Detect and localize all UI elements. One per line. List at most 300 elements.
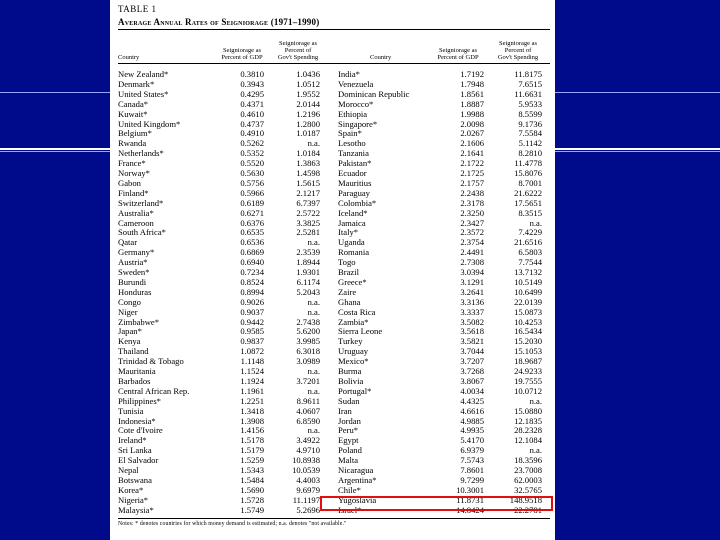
right-seig-gdp-cell: 7.5743 (460, 455, 484, 466)
left-seig-gdp-cell: 1.1961 (240, 385, 264, 396)
left-seig-gdp-cell: 0.5352 (240, 148, 264, 159)
right-seig-gdp-cell: 3.0394 (460, 267, 484, 277)
right-country-cell: Sudan (338, 395, 360, 406)
right-country-cell: Singapore* (338, 118, 378, 129)
left-seig-spending-cell: 1.0187 (296, 128, 320, 139)
right-country-cell: Jordan (338, 415, 361, 426)
right-country-cell: Ecuador (338, 168, 367, 178)
table-row (110, 416, 555, 426)
table-row (110, 396, 555, 406)
highlight-box (320, 496, 553, 511)
right-seig-spending-cell: 7.4229 (518, 227, 542, 238)
header-seig-gdp: Seigniorage as Percent of GDP (221, 47, 263, 61)
right-country-cell: Brazil (338, 267, 359, 277)
left-seig-spending-cell: 3.7201 (296, 375, 320, 386)
right-seig-gdp-cell: 5.4170 (460, 435, 484, 446)
right-seig-spending-cell: 7.6515 (518, 78, 542, 89)
left-seig-spending-cell: 11.1197 (292, 494, 320, 505)
left-seig-spending-cell: 4.4003 (296, 474, 320, 485)
table-row (110, 336, 555, 346)
left-seig-spending-cell: n.a. (307, 425, 320, 436)
right-seig-spending-cell: 21.6516 (514, 237, 542, 248)
left-country-cell: Tunisia (118, 405, 144, 416)
left-country-cell: Ireland* (118, 435, 147, 446)
right-seig-spending-cell: 148.9518 (509, 494, 542, 505)
table-row (110, 188, 555, 198)
right-country-cell: Sierra Leone (338, 326, 383, 337)
table-row (110, 198, 555, 208)
right-seig-gdp-cell: 2.3250 (460, 207, 484, 218)
left-seig-spending-cell: 10.0539 (292, 465, 320, 475)
right-seig-spending-cell: 15.8076 (514, 168, 542, 178)
left-seig-spending-cell: 5.6200 (296, 326, 320, 337)
right-seig-spending-cell: 21.6222 (514, 187, 542, 198)
right-seig-spending-cell: 11.4778 (514, 158, 542, 169)
right-seig-gdp-cell: 3.5618 (460, 326, 484, 337)
left-seig-spending-cell: n.a. (307, 138, 320, 149)
table-row (110, 69, 555, 79)
right-seig-gdp-cell: 1.8561 (460, 88, 484, 99)
table-row (110, 386, 555, 396)
left-country-cell: Finland* (118, 187, 149, 198)
left-seig-spending-cell: 4.0607 (296, 405, 320, 416)
left-seig-gdp-cell: 0.4737 (240, 118, 264, 129)
left-country-cell: Honduras (118, 286, 152, 297)
left-country-cell: Switzerland* (118, 197, 164, 208)
table-row (110, 356, 555, 366)
right-seig-spending-cell: 18.9687 (514, 356, 542, 367)
table-row (110, 346, 555, 356)
right-seig-spending-cell: 22.2781 (514, 504, 542, 515)
left-seig-spending-cell: 1.9552 (296, 88, 320, 99)
header-country: Country (118, 54, 140, 61)
left-seig-spending-cell: 6.3018 (296, 346, 320, 357)
right-country-cell: Bolivia (338, 375, 364, 386)
right-seig-gdp-cell: 2.4491 (460, 247, 484, 258)
right-seig-spending-cell: 8.2810 (518, 148, 542, 159)
left-seig-gdp-cell: 1.5728 (240, 494, 264, 505)
table-label: TABLE 1 (118, 4, 157, 14)
left-seig-spending-cell: n.a. (307, 296, 320, 307)
right-seig-gdp-cell: 2.3427 (460, 217, 484, 228)
left-seig-gdp-cell: 0.5966 (240, 187, 264, 198)
left-country-cell: Rwanda (118, 138, 147, 149)
left-seig-gdp-cell: 0.9026 (240, 296, 264, 307)
right-seig-spending-cell: n.a. (529, 445, 542, 456)
right-seig-spending-cell: 11.6631 (514, 88, 542, 99)
left-country-cell: Thailand (118, 346, 149, 357)
right-country-cell: Greece* (338, 276, 367, 287)
left-seig-gdp-cell: 1.0872 (240, 346, 264, 357)
table-row (110, 89, 555, 99)
left-country-cell: Qatar (118, 237, 138, 248)
right-seig-gdp-cell: 14.8424 (456, 504, 484, 515)
left-seig-spending-cell: 3.3825 (296, 217, 320, 228)
left-seig-gdp-cell: 1.5259 (240, 455, 264, 466)
right-seig-spending-cell: 8.3515 (518, 207, 542, 218)
table-row (110, 475, 555, 485)
left-seig-gdp-cell: 0.3943 (240, 78, 264, 89)
right-seig-spending-cell: n.a. (529, 217, 542, 228)
right-country-cell: Dominican Republic (338, 88, 410, 99)
left-seig-spending-cell: n.a. (307, 366, 320, 376)
left-seig-spending-cell: 3.9985 (296, 336, 320, 347)
right-seig-spending-cell: 19.7555 (514, 375, 542, 386)
right-country-cell: Uruguay (338, 346, 369, 357)
right-seig-spending-cell: 12.1835 (514, 415, 542, 426)
right-country-cell: Israel* (338, 504, 362, 515)
left-seig-spending-cell: 1.2800 (296, 118, 320, 129)
right-seig-spending-cell: 5.1142 (518, 138, 542, 149)
left-country-cell: United States* (118, 88, 169, 99)
right-seig-gdp-cell: 11.8731 (456, 494, 484, 505)
right-seig-gdp-cell: 7.8601 (460, 465, 484, 475)
left-country-cell: Indonesia* (118, 415, 156, 426)
left-seig-gdp-cell: 1.5343 (240, 465, 264, 475)
table-row (110, 109, 555, 119)
left-country-cell: Belgium* (118, 128, 152, 139)
top-rule (118, 29, 550, 30)
right-seig-gdp-cell: 3.7044 (460, 346, 484, 357)
right-seig-spending-cell: 22.0139 (514, 296, 542, 307)
left-seig-gdp-cell: 0.4295 (240, 88, 264, 99)
left-seig-spending-cell: 1.9301 (296, 267, 320, 277)
right-seig-gdp-cell: 3.1291 (460, 276, 484, 287)
left-country-cell: Niger (118, 306, 138, 317)
right-country-cell: Lesotho (338, 138, 366, 149)
left-seig-gdp-cell: 0.9585 (240, 326, 264, 337)
right-country-cell: India* (338, 69, 360, 79)
table-row (110, 178, 555, 188)
left-seig-gdp-cell: 1.3418 (240, 405, 264, 416)
left-seig-gdp-cell: 0.9837 (240, 336, 264, 347)
left-seig-gdp-cell: 1.5178 (240, 435, 264, 446)
right-seig-gdp-cell: 2.7308 (460, 257, 484, 268)
table-row (110, 366, 555, 376)
table-row (110, 376, 555, 386)
right-seig-gdp-cell: 10.3001 (456, 484, 484, 495)
table-row (110, 267, 555, 277)
left-seig-spending-cell: n.a. (307, 306, 320, 317)
right-seig-spending-cell: 15.2030 (514, 336, 542, 347)
left-country-cell: South Africa* (118, 227, 166, 238)
table-row (110, 455, 555, 465)
right-country-cell: Zambia* (338, 316, 369, 327)
header-rule (118, 63, 550, 64)
right-country-cell: Zaire (338, 286, 357, 297)
left-seig-spending-cell: 2.0144 (296, 98, 320, 109)
left-country-cell: Nepal (118, 465, 139, 475)
left-seig-gdp-cell: 0.6376 (240, 217, 264, 228)
header-seig-spending: Seigniorage as Percent of Gov't Spending (497, 40, 539, 61)
table-row (110, 317, 555, 327)
right-country-cell: Paraguay (338, 187, 370, 198)
table-row (110, 227, 555, 237)
right-seig-gdp-cell: 2.3178 (460, 197, 484, 208)
right-country-cell: Burma (338, 366, 362, 376)
right-seig-gdp-cell: 1.7948 (460, 78, 484, 89)
left-seig-gdp-cell: 0.5756 (240, 177, 264, 188)
right-seig-gdp-cell: 3.5821 (460, 336, 484, 347)
table-footnote: Notes: * denotes countries for which money demand is estimated; n.a. denotes "not available." (118, 521, 347, 527)
right-seig-spending-cell: 15.1053 (514, 346, 542, 357)
left-seig-spending-cell: n.a. (307, 385, 320, 396)
table-title: Average Annual Rates of Seigniorage (1971–1990) (118, 17, 320, 27)
right-country-cell: Egypt (338, 435, 359, 446)
left-seig-gdp-cell: 1.1924 (240, 375, 264, 386)
left-country-cell: Malaysia* (118, 504, 154, 515)
left-seig-gdp-cell: 1.5690 (240, 484, 264, 495)
left-seig-gdp-cell: 1.1524 (240, 366, 264, 376)
left-seig-spending-cell: 3.0989 (296, 356, 320, 367)
left-seig-spending-cell: 1.0512 (296, 78, 320, 89)
left-country-cell: New Zealand* (118, 69, 169, 79)
right-seig-gdp-cell: 2.2438 (460, 187, 484, 198)
left-country-cell: Austria* (118, 257, 148, 268)
table-row (110, 257, 555, 267)
table-row (110, 435, 555, 445)
table-row (110, 99, 555, 109)
right-seig-spending-cell: 15.0873 (514, 306, 542, 317)
right-seig-spending-cell: 9.1736 (518, 118, 542, 129)
right-country-cell: Yugoslavia (338, 494, 377, 505)
table-row (110, 208, 555, 218)
right-seig-spending-cell: 23.7008 (514, 465, 542, 475)
right-country-cell: Iran (338, 405, 352, 416)
header-country: Country (370, 54, 392, 61)
table-row (110, 148, 555, 158)
right-country-cell: Uganda (338, 237, 365, 248)
right-seig-gdp-cell: 2.0267 (460, 128, 484, 139)
left-country-cell: Philippines* (118, 395, 161, 406)
right-seig-spending-cell: 11.8175 (514, 69, 542, 79)
table-row (110, 218, 555, 228)
right-country-cell: Peru* (338, 425, 359, 436)
right-country-cell: Portugal* (338, 385, 372, 396)
table-row (110, 277, 555, 287)
right-seig-gdp-cell: 1.8887 (460, 98, 484, 109)
left-country-cell: Sweden* (118, 267, 150, 277)
right-country-cell: Jamaica (338, 217, 366, 228)
left-seig-gdp-cell: 0.8994 (240, 286, 264, 297)
left-seig-spending-cell: 6.1174 (296, 276, 320, 287)
right-seig-spending-cell: 28.2328 (514, 425, 542, 436)
right-seig-spending-cell: 16.5434 (514, 326, 542, 337)
table-row (110, 247, 555, 257)
left-seig-gdp-cell: 0.6536 (240, 237, 264, 248)
left-seig-gdp-cell: 1.2251 (240, 395, 264, 406)
right-seig-gdp-cell: 3.3136 (460, 296, 484, 307)
right-seig-gdp-cell: 3.5082 (460, 316, 484, 327)
table-row (110, 445, 555, 455)
left-country-cell: Burundi (118, 276, 147, 287)
right-country-cell: Iceland* (338, 207, 368, 218)
left-country-cell: Mauritania (118, 366, 156, 376)
right-seig-gdp-cell: 4.4325 (460, 395, 484, 406)
right-country-cell: Togo (338, 257, 356, 268)
left-country-cell: Nigeria* (118, 494, 149, 505)
right-seig-gdp-cell: 2.1757 (460, 177, 484, 188)
left-country-cell: El Salvador (118, 455, 159, 466)
left-seig-gdp-cell: 0.4910 (240, 128, 264, 139)
left-country-cell: Botswana (118, 474, 152, 485)
table-row (110, 128, 555, 138)
right-seig-spending-cell: 10.4253 (514, 316, 542, 327)
table-row (110, 287, 555, 297)
left-seig-gdp-cell: 0.6869 (240, 247, 264, 258)
left-seig-spending-cell: 1.2196 (296, 108, 320, 119)
right-seig-gdp-cell: 2.1641 (460, 148, 484, 159)
left-seig-gdp-cell: 1.3908 (240, 415, 264, 426)
table-row (110, 138, 555, 148)
right-country-cell: Pakistan* (338, 158, 372, 169)
left-seig-spending-cell: 5.2696 (296, 504, 320, 515)
right-seig-spending-cell: 8.7001 (518, 177, 542, 188)
left-seig-spending-cell: 2.5722 (296, 207, 320, 218)
left-seig-gdp-cell: 0.4371 (240, 98, 264, 109)
left-seig-spending-cell: 1.5615 (296, 177, 320, 188)
right-seig-gdp-cell: 2.1606 (460, 138, 484, 149)
left-seig-spending-cell: 4.9710 (296, 445, 320, 456)
table-row (110, 406, 555, 416)
right-seig-gdp-cell: 4.0034 (460, 385, 484, 396)
right-seig-gdp-cell: 4.6616 (460, 405, 484, 416)
right-seig-spending-cell: 24.9233 (514, 366, 542, 376)
table-row (110, 158, 555, 168)
right-seig-gdp-cell: 3.2641 (460, 286, 484, 297)
header-seig-gdp: Seigniorage as Percent of GDP (437, 47, 479, 61)
right-country-cell: Venezuela (338, 78, 374, 89)
left-seig-spending-cell: 1.3863 (296, 158, 320, 169)
header-seig-spending: Seigniorage as Percent of Gov't Spending (277, 40, 319, 61)
left-country-cell: Korea* (118, 484, 144, 495)
left-seig-gdp-cell: 0.5262 (240, 138, 264, 149)
left-country-cell: Norway* (118, 168, 150, 178)
right-country-cell: Poland (338, 445, 362, 456)
left-seig-spending-cell: 1.0436 (296, 69, 320, 79)
left-country-cell: Canada* (118, 98, 149, 109)
right-country-cell: Romania (338, 247, 370, 258)
right-seig-gdp-cell: 3.3337 (460, 306, 484, 317)
left-seig-gdp-cell: 0.6940 (240, 257, 264, 268)
left-country-cell: United Kingdom* (118, 118, 181, 129)
left-seig-gdp-cell: 0.8524 (240, 276, 264, 287)
right-seig-gdp-cell: 4.9885 (460, 415, 484, 426)
right-seig-gdp-cell: 2.3754 (460, 237, 484, 248)
left-seig-spending-cell: 8.9611 (296, 395, 320, 406)
left-seig-spending-cell: 9.6979 (296, 484, 320, 495)
table-row (110, 119, 555, 129)
right-seig-spending-cell: 10.5149 (514, 276, 542, 287)
left-country-cell: Kuwait* (118, 108, 148, 119)
left-seig-gdp-cell: 0.4610 (240, 108, 264, 119)
right-seig-spending-cell: 62.0003 (514, 474, 542, 485)
left-seig-spending-cell: 2.3539 (296, 247, 320, 258)
right-country-cell: Spain* (338, 128, 362, 139)
right-seig-spending-cell: 15.0880 (514, 405, 542, 416)
right-seig-gdp-cell: 6.9379 (460, 445, 484, 456)
right-country-cell: Ghana (338, 296, 361, 307)
left-seig-spending-cell: 6.8590 (296, 415, 320, 426)
table-page (110, 0, 555, 540)
right-seig-spending-cell: 18.3596 (514, 455, 542, 466)
right-country-cell: Italy* (338, 227, 359, 238)
left-country-cell: Australia* (118, 207, 154, 218)
right-seig-gdp-cell: 3.8067 (460, 375, 484, 386)
right-seig-spending-cell: 10.0712 (514, 385, 542, 396)
table-row (110, 168, 555, 178)
left-seig-gdp-cell: 1.5749 (240, 504, 264, 515)
right-seig-gdp-cell: 2.3572 (460, 227, 484, 238)
right-country-cell: Chile* (338, 484, 361, 495)
right-seig-gdp-cell: 3.7207 (460, 356, 484, 367)
left-seig-gdp-cell: 0.5520 (240, 158, 264, 169)
right-country-cell: Ethiopia (338, 108, 368, 119)
right-country-cell: Tanzania (338, 148, 369, 159)
left-seig-spending-cell: 10.8938 (292, 455, 320, 466)
left-seig-gdp-cell: 0.6535 (240, 227, 264, 238)
left-seig-gdp-cell: 1.5179 (240, 445, 264, 456)
left-country-cell: Congo (118, 296, 141, 307)
bottom-rule (118, 518, 550, 519)
left-seig-spending-cell: 1.8944 (296, 257, 320, 268)
left-seig-gdp-cell: 0.6189 (240, 197, 264, 208)
right-seig-gdp-cell: 2.0098 (460, 118, 484, 129)
right-country-cell: Malta (338, 455, 359, 466)
right-seig-gdp-cell: 1.9988 (460, 108, 484, 119)
table-row (110, 237, 555, 247)
right-seig-spending-cell: 10.6499 (514, 286, 542, 297)
right-seig-spending-cell: 6.5803 (518, 247, 542, 258)
right-country-cell: Morocco* (338, 98, 374, 109)
right-seig-spending-cell: 13.7132 (514, 267, 542, 277)
left-seig-gdp-cell: 1.5484 (240, 474, 264, 485)
table-row (110, 326, 555, 336)
left-country-cell: Central African Rep. (118, 385, 190, 396)
left-country-cell: Kenya (118, 336, 141, 347)
right-country-cell: Mauritius (338, 177, 372, 188)
right-country-cell: Argentina* (338, 474, 377, 485)
left-seig-gdp-cell: 0.9442 (240, 316, 264, 327)
left-seig-gdp-cell: 0.5630 (240, 168, 264, 178)
right-seig-gdp-cell: 4.9935 (460, 425, 484, 436)
left-country-cell: Cote d'Ivoire (118, 425, 163, 436)
left-seig-spending-cell: n.a. (307, 237, 320, 248)
left-country-cell: Zimbabwe* (118, 316, 160, 327)
left-seig-gdp-cell: 0.9037 (240, 306, 264, 317)
right-country-cell: Colombia* (338, 197, 377, 208)
right-country-cell: Costa Rica (338, 306, 376, 317)
table-row (110, 485, 555, 495)
left-country-cell: Japan* (118, 326, 142, 337)
table-row (110, 465, 555, 475)
table-row (110, 79, 555, 89)
left-country-cell: Sri Lanka (118, 445, 152, 456)
left-country-cell: Denmark* (118, 78, 155, 89)
left-seig-gdp-cell: 0.7234 (240, 267, 264, 277)
left-seig-spending-cell: 5.2043 (296, 286, 320, 297)
table-row (110, 307, 555, 317)
left-seig-gdp-cell: 0.6271 (240, 207, 264, 218)
left-country-cell: France* (118, 158, 146, 169)
left-country-cell: Netherlands* (118, 148, 164, 159)
right-seig-spending-cell: 7.7544 (518, 257, 542, 268)
left-seig-spending-cell: 2.5281 (296, 227, 320, 238)
right-seig-spending-cell: 12.1084 (514, 435, 542, 446)
right-seig-spending-cell: 8.5599 (518, 108, 542, 119)
table-row (110, 297, 555, 307)
left-seig-spending-cell: 3.4922 (296, 435, 320, 446)
